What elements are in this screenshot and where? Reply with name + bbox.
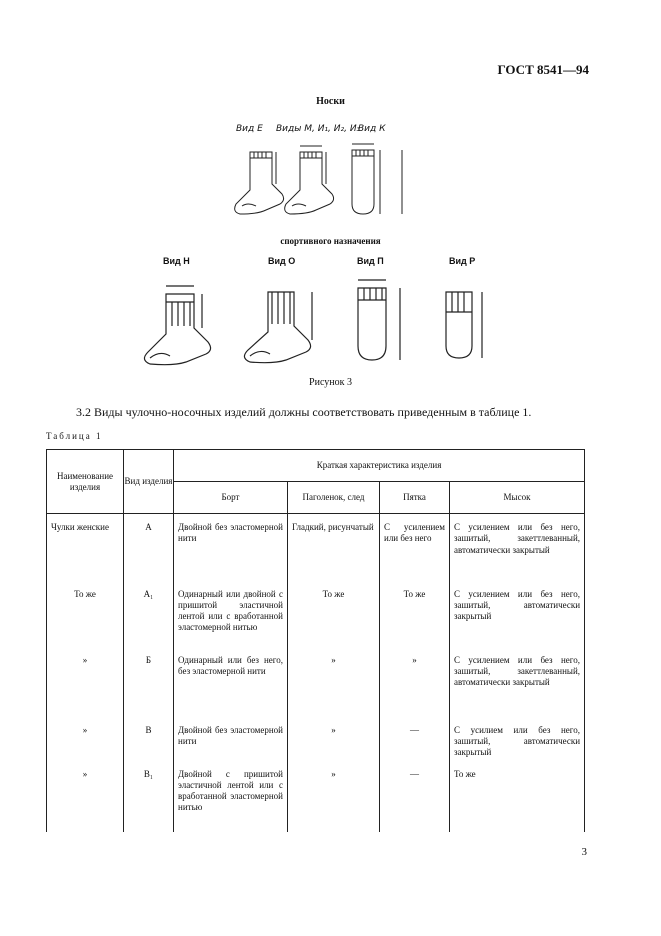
figure-title: Носки	[316, 96, 345, 107]
cell-kind: А₁	[124, 586, 174, 652]
cell-pagolenok: »	[288, 722, 380, 766]
cell-mysok: С усилением или без него, зашитый, закеттлеванный, автоматически закрытый	[450, 652, 585, 722]
table-row	[47, 722, 585, 766]
view-label-p: Вид П	[357, 256, 384, 266]
cell-pyatka: —	[380, 722, 450, 766]
header-bort: Борт	[174, 482, 288, 514]
figure-subtitle: спортивного назначения	[280, 236, 381, 246]
sock-drawings-top	[220, 134, 420, 224]
paragraph-3-2: 3.2 Виды чулочно-носочных изделий должны соответствовать приведенным в таблице 1.	[76, 405, 532, 419]
cell-mysok: С усилением или без него, зашитый, закеттлеванный, автоматически закрытый	[450, 514, 585, 586]
cell-pyatka: С усилением или без него	[380, 514, 450, 586]
cell-name: Чулки женские	[47, 514, 124, 586]
header-mysok: Мысок	[450, 482, 585, 514]
cell-kind: В₁	[124, 766, 174, 832]
cell-name: »	[47, 722, 124, 766]
cell-bort: Двойной без эластомерной нити	[174, 514, 288, 586]
table-row	[47, 514, 585, 586]
table-1	[46, 449, 585, 832]
view-label-n: Вид Н	[163, 256, 190, 266]
cell-bort: Двойной с пришитой эластичной лентой или с вработанной эластомерной нитью	[174, 766, 288, 832]
table-row	[47, 652, 585, 722]
figure-caption: Рисунок 3	[309, 377, 352, 388]
header-pyatka: Пятка	[380, 482, 450, 514]
table-row	[47, 766, 585, 832]
cell-bort: Одинарный или двойной с пришитой эластичной лентой или с вработанной эластомерной нитью	[174, 586, 288, 652]
cell-name: »	[47, 652, 124, 722]
view-label-m: Виды М, И₁, И₂, И₃	[276, 124, 361, 134]
cell-bort: Двойной без эластомерной нити	[174, 722, 288, 766]
header-name: Наименование изделия	[47, 450, 124, 514]
cell-kind: Б	[124, 652, 174, 722]
cell-mysok: То же	[450, 766, 585, 832]
cell-bort: Одинарный или без него, без эластомерной нити	[174, 652, 288, 722]
standard-header: ГОСТ 8541—94	[497, 62, 589, 77]
header-pagolenok: Паголенок, след	[288, 482, 380, 514]
cell-pyatka: —	[380, 766, 450, 832]
table-label: Таблица 1	[46, 431, 103, 441]
cell-name: »	[47, 766, 124, 832]
cell-pagolenok: Гладкий, рисунчатый	[288, 514, 380, 586]
cell-mysok: С усилием или без него, зашитый, автоматически закрытый	[450, 722, 585, 766]
page-number: 3	[581, 846, 587, 858]
cell-kind: А	[124, 514, 174, 586]
cell-pagolenok: »	[288, 652, 380, 722]
cell-name: То же	[47, 586, 124, 652]
cell-pyatka: »	[380, 652, 450, 722]
view-label-r: Вид Р	[449, 256, 476, 266]
sock-drawings-bottom	[136, 266, 502, 374]
table-row	[47, 586, 585, 652]
view-label-o: Вид О	[268, 256, 296, 266]
cell-pyatka: То же	[380, 586, 450, 652]
cell-pagolenok: То же	[288, 586, 380, 652]
cell-mysok: С усилением или без него, зашитый, автоматически закрытый	[450, 586, 585, 652]
cell-kind: В	[124, 722, 174, 766]
cell-pagolenok: »	[288, 766, 380, 832]
view-label-e: Вид Е	[236, 124, 263, 134]
header-kind: Вид изделия	[124, 450, 174, 514]
header-group: Краткая характеристика изделия	[174, 450, 585, 482]
view-label-k: Вид К	[358, 124, 386, 134]
